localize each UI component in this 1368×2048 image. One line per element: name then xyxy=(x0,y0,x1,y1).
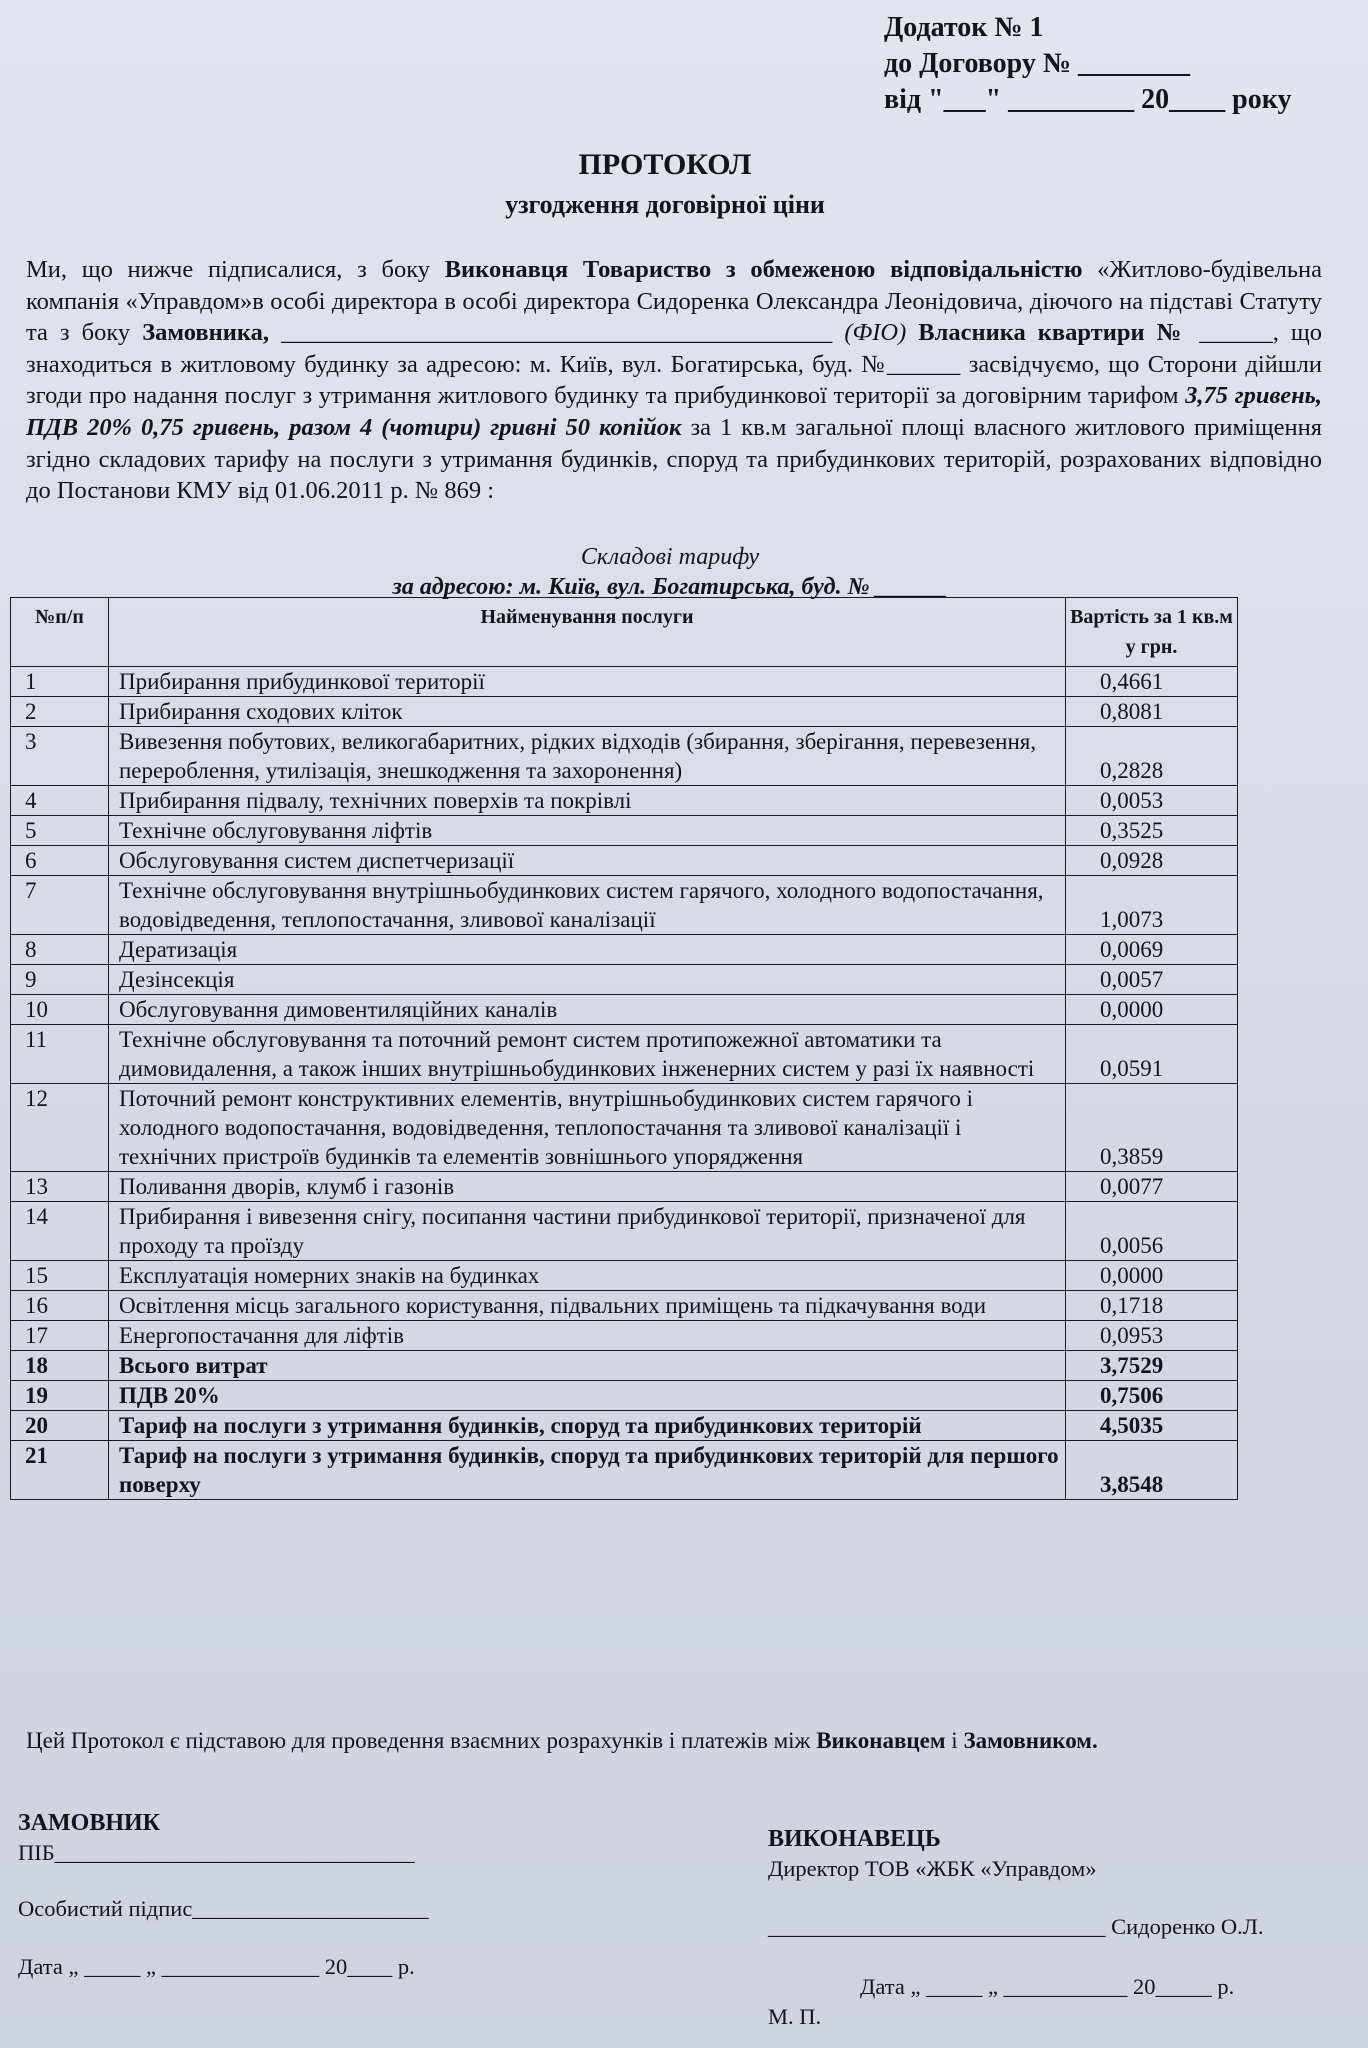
table-row xyxy=(11,667,1238,697)
row-number: 11 xyxy=(11,1025,109,1084)
customer-pib-field[interactable]: ПІБ________________________________ xyxy=(18,1840,415,1865)
row-service-name: Вивезення побутових, великогабаритних, рідких відходів (збирання, зберігання, перевезення, перероблення, утилізація, знешкодження та захоронення) xyxy=(109,727,1066,786)
row-number: 4 xyxy=(11,786,109,816)
table-row xyxy=(11,786,1238,816)
table-row xyxy=(11,727,1238,786)
intro-text-5: за 1 кв.м загальної площі власного житлового приміщення згідно складових тарифу на послуги з утримання будинків, споруд та прибудинкових територій, розрахованих відповідно до Постанови КМУ від 01.06.2011 р. № 869 : xyxy=(26,413,1323,505)
table-row xyxy=(11,1321,1238,1351)
row-cost: 4,5035 xyxy=(1066,1411,1238,1441)
table-row xyxy=(11,1291,1238,1321)
row-number: 6 xyxy=(11,846,109,876)
row-service-name: Експлуатація номерних знаків на будинках xyxy=(109,1261,1066,1291)
executor-title: ВИКОНАВЕЦЬ xyxy=(768,1826,941,1852)
row-cost: 0,0077 xyxy=(1066,1172,1238,1202)
row-number: 13 xyxy=(11,1172,109,1202)
annex-line-3: від "___" _________ 20____ року xyxy=(884,84,1292,115)
table-row xyxy=(11,876,1238,935)
customer-signature-field[interactable]: Особистий підпис_____________________ xyxy=(18,1896,429,1921)
row-cost: 0,0057 xyxy=(1066,965,1238,995)
table-row xyxy=(11,965,1238,995)
row-cost: 0,0928 xyxy=(1066,846,1238,876)
row-number: 9 xyxy=(11,965,109,995)
table-caption-address: за адресою: м. Київ, вул. Богатирська, буд. № ______ xyxy=(392,574,948,600)
executor-label: Виконавця Товариство з обмеженою відповідальністю xyxy=(444,256,1083,283)
row-service-name: Освітлення місць загального користування, підвальних приміщень та підкачування води xyxy=(109,1291,1066,1321)
row-cost: 0,0056 xyxy=(1066,1202,1238,1261)
table-row xyxy=(11,1025,1238,1084)
table-row xyxy=(11,1084,1238,1172)
row-number: 3 xyxy=(11,727,109,786)
row-cost: 0,3525 xyxy=(1066,816,1238,846)
row-cost: 0,4661 xyxy=(1066,667,1238,697)
intro-text-4: ______, що знаходиться в житловому будинку за адресою: м. Київ, вул. Богатирська, буд. №______ засвідчуємо, що Сторони дійшли згоди про надання послуг з утримання житлового будинку та прибудинкової території за договірним тарифом xyxy=(26,319,1322,410)
row-service-name: Тариф на послуги з утримання будинків, споруд та прибудинкових територій xyxy=(109,1411,1066,1441)
intro-text-2: «Житлово-будівельна компанія «Управдом»в особі директора в особі директора Сидоренка Олександра Леонідовича, діючого на підставі Статуту та з боку xyxy=(26,256,1323,347)
row-cost: 0,0953 xyxy=(1066,1321,1238,1351)
customer-title: ЗАМОВНИК xyxy=(18,1810,161,1836)
header-service: Найменування послуги xyxy=(109,598,1066,667)
row-number: 16 xyxy=(11,1291,109,1321)
table-row xyxy=(11,1172,1238,1202)
executor-signature-field[interactable]: ______________________________ Сидоренко О.Л. xyxy=(768,1914,1264,1939)
stamp-label: М. П. xyxy=(768,2004,822,2029)
row-service-name: Тариф на послуги з утримання будинків, споруд та прибудинкових територій для першого поверху xyxy=(109,1441,1066,1500)
row-service-name: Обслуговування димовентиляційних каналів xyxy=(109,995,1066,1025)
intro-paragraph xyxy=(26,254,1322,507)
row-service-name: Прибирання прибудинкової території xyxy=(109,667,1066,697)
annex-line-1: Додаток № 1 xyxy=(884,12,1044,43)
table-row xyxy=(11,846,1238,876)
table-header-row xyxy=(11,598,1238,667)
table-row xyxy=(11,935,1238,965)
table-row xyxy=(11,1441,1238,1500)
row-service-name: Дезінсекція xyxy=(109,965,1066,995)
footer-executor: Виконавцем xyxy=(816,1728,946,1753)
row-cost: 0,0053 xyxy=(1066,786,1238,816)
tariff-text: 3,75 гривень, ПДВ 20% 0,75 гривень, разом 4 (чотири) гривні 50 копійок xyxy=(26,382,1322,441)
row-cost: 0,0069 xyxy=(1066,935,1238,965)
row-service-name: Технічне обслуговування ліфтів xyxy=(109,816,1066,846)
row-number: 19 xyxy=(11,1381,109,1411)
row-service-name: Обслуговування систем диспетчеризації xyxy=(109,846,1066,876)
row-cost: 0,1718 xyxy=(1066,1291,1238,1321)
footer-text: Цей Протокол є підставою для проведення взаємних розрахунків і платежів між xyxy=(26,1728,817,1753)
header-number: №п/п xyxy=(11,598,109,667)
row-number: 1 xyxy=(11,667,109,697)
footer-and: і xyxy=(945,1728,964,1753)
row-number: 12 xyxy=(11,1084,109,1172)
customer-label: Замовника, xyxy=(142,319,270,347)
row-service-name: Дератизація xyxy=(109,935,1066,965)
row-cost: 0,0000 xyxy=(1066,1261,1238,1291)
row-service-name: Енергопостачання для ліфтів xyxy=(109,1321,1066,1351)
table-row xyxy=(11,1411,1238,1441)
row-cost: 3,8548 xyxy=(1066,1441,1238,1500)
row-number: 10 xyxy=(11,995,109,1025)
row-service-name: Прибирання підвалу, технічних поверхів та покрівлі xyxy=(109,786,1066,816)
row-cost: 0,3859 xyxy=(1066,1084,1238,1172)
executor-date-field[interactable]: Дата „ _____ „ ___________ 20_____ р. xyxy=(860,1974,1235,1999)
document-title: ПРОТОКОЛ xyxy=(578,148,752,181)
row-service-name: Технічне обслуговування та поточний ремонт систем протипожежної автоматики та димовидалення, а також інших внутрішньобудинкових інженерних систем у разі їх наявності xyxy=(109,1025,1066,1084)
executor-position: Директор ТОВ «ЖБК «Управдом» xyxy=(768,1856,1097,1881)
row-service-name: Прибирання і вивезення снігу, посипання частини прибудинкової території, призначеної для проходу та проїзду xyxy=(109,1202,1066,1261)
row-service-name: Всього витрат xyxy=(109,1351,1066,1381)
table-row xyxy=(11,995,1238,1025)
table-row xyxy=(11,816,1238,846)
row-service-name: Поточний ремонт конструктивних елементів, внутрішньобудинкових систем гарячого і холодного водопостачання, водовідведення, теплопостачання та зливової каналізації і технічних пристроїв будинків та елементів зовнішнього упорядження xyxy=(109,1084,1066,1172)
annex-header xyxy=(884,10,1291,118)
row-number: 2 xyxy=(11,697,109,727)
row-number: 5 xyxy=(11,816,109,846)
executor-signature-block xyxy=(768,1824,1264,2032)
intro-text-3: _____________________________________________ xyxy=(269,319,845,347)
row-cost: 0,7506 xyxy=(1066,1381,1238,1411)
footer-statement xyxy=(26,1728,1098,1754)
table-row xyxy=(11,1381,1238,1411)
row-number: 7 xyxy=(11,876,109,935)
footer-customer: Замовником. xyxy=(963,1728,1098,1753)
customer-signature-block xyxy=(18,1808,429,1982)
row-number: 8 xyxy=(11,935,109,965)
customer-date-field[interactable]: Дата „ _____ „ ______________ 20____ р. xyxy=(18,1954,415,1979)
intro-text-1: Ми, що нижче підписалися, з боку xyxy=(26,256,445,283)
table-row xyxy=(11,697,1238,727)
table-row xyxy=(11,1261,1238,1291)
annex-line-2: до Договору № ________ xyxy=(884,48,1191,79)
row-service-name: Поливання дворів, клумб і газонів xyxy=(109,1172,1066,1202)
row-cost: 0,0591 xyxy=(1066,1025,1238,1084)
table-caption: Складові тарифу xyxy=(580,544,760,570)
document-subtitle: узгодження договірної ціни xyxy=(505,190,825,219)
row-service-name: Прибирання сходових кліток xyxy=(109,697,1066,727)
row-cost: 0,8081 xyxy=(1066,697,1238,727)
tariff-table xyxy=(10,597,1238,1500)
table-row xyxy=(11,1202,1238,1261)
row-cost: 0,2828 xyxy=(1066,727,1238,786)
row-number: 14 xyxy=(11,1202,109,1261)
fio-label: (ФІО) xyxy=(844,319,907,347)
row-number: 17 xyxy=(11,1321,109,1351)
row-cost: 1,0073 xyxy=(1066,876,1238,935)
row-number: 18 xyxy=(11,1351,109,1381)
row-service-name: Технічне обслуговування внутрішньобудинкових систем гарячого, холодного водопостачання, водовідведення, теплопостачання, зливової каналізації xyxy=(109,876,1066,935)
row-number: 21 xyxy=(11,1441,109,1500)
header-cost: Вартість за 1 кв.м у грн. xyxy=(1066,598,1238,667)
row-cost: 0,0000 xyxy=(1066,995,1238,1025)
owner-label: Власника квартири № xyxy=(918,319,1188,347)
table-row xyxy=(11,1351,1238,1381)
row-number: 15 xyxy=(11,1261,109,1291)
row-service-name: ПДВ 20% xyxy=(109,1381,1066,1411)
row-number: 20 xyxy=(11,1411,109,1441)
row-cost: 3,7529 xyxy=(1066,1351,1238,1381)
